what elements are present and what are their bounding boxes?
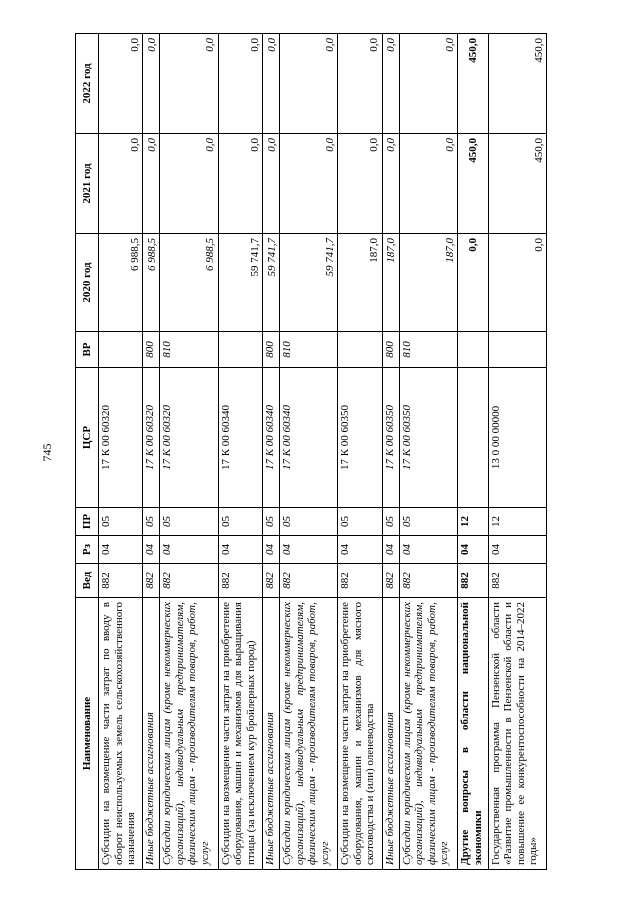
budget-table	[75, 33, 547, 870]
row-pr: 05	[382, 508, 399, 536]
header-csr: ЦСР	[76, 368, 99, 508]
row-rz: 04	[280, 536, 338, 564]
row-2020: 59 741,7	[263, 234, 280, 332]
row-vr: 810	[160, 332, 218, 368]
row-2021: 0,0	[160, 134, 218, 234]
page-number: 745	[40, 443, 54, 462]
row-rz: 04	[458, 536, 489, 564]
table-header-row	[76, 34, 99, 870]
row-pr: 05	[263, 508, 280, 536]
row-2020: 0,0	[488, 234, 546, 332]
table-row	[280, 34, 338, 870]
row-ved: 882	[99, 564, 143, 598]
row-2022: 0,0	[143, 34, 160, 134]
row-pr: 12	[458, 508, 489, 536]
row-ved: 882	[143, 564, 160, 598]
row-vr	[458, 332, 489, 368]
row-name: Субсидии на возмещение части затрат по вводу в оборот неиспользуемых земель сельскохозяйственного назначения	[99, 598, 143, 870]
row-name: Субсидии юридическим лицам (кроме некоммерческих организаций), индивидуальным предпринимателям, физическим лицам - производителям товаров, работ, услуг	[280, 598, 338, 870]
row-2022: 450,0	[458, 34, 489, 134]
row-csr: 17 К 00 60320	[99, 368, 143, 508]
row-csr	[458, 368, 489, 508]
table-row	[160, 34, 218, 870]
row-pr: 05	[160, 508, 218, 536]
row-rz: 04	[263, 536, 280, 564]
row-pr: 05	[399, 508, 457, 536]
header-name: Наименование	[76, 598, 99, 870]
row-csr: 17 К 00 60320	[143, 368, 160, 508]
table-row	[382, 34, 399, 870]
header-vr: ВР	[76, 332, 99, 368]
row-rz: 04	[143, 536, 160, 564]
row-name: Иные бюджетные ассигнования	[382, 598, 399, 870]
row-ved: 882	[488, 564, 546, 598]
table-row	[399, 34, 457, 870]
header-2022: 2022 год	[76, 34, 99, 134]
row-2021: 0,0	[263, 134, 280, 234]
row-vr: 800	[382, 332, 399, 368]
row-ved: 882	[218, 564, 262, 598]
header-pr: ПР	[76, 508, 99, 536]
row-pr: 12	[488, 508, 546, 536]
row-2022: 0,0	[160, 34, 218, 134]
row-vr	[218, 332, 262, 368]
row-name: Иные бюджетные ассигнования	[143, 598, 160, 870]
row-2022: 0,0	[280, 34, 338, 134]
table-row	[218, 34, 262, 870]
row-2021: 0,0	[143, 134, 160, 234]
row-ved: 882	[280, 564, 338, 598]
header-2020: 2020 год	[76, 234, 99, 332]
row-pr: 05	[143, 508, 160, 536]
row-csr: 17 К 00 60320	[160, 368, 218, 508]
row-2020: 187,0	[399, 234, 457, 332]
row-2022: 0,0	[263, 34, 280, 134]
row-2022: 0,0	[382, 34, 399, 134]
row-pr: 05	[280, 508, 338, 536]
row-ved: 882	[382, 564, 399, 598]
row-rz: 04	[218, 536, 262, 564]
row-2021: 0,0	[99, 134, 143, 234]
table-row	[99, 34, 143, 870]
row-name: Другие вопросы в области национальной экономики	[458, 598, 489, 870]
table-row	[263, 34, 280, 870]
row-rz: 04	[488, 536, 546, 564]
row-2021: 0,0	[382, 134, 399, 234]
row-vr: 810	[280, 332, 338, 368]
row-ved: 882	[399, 564, 457, 598]
row-2022: 0,0	[338, 34, 382, 134]
row-csr: 17 К 00 60350	[382, 368, 399, 508]
row-2022: 0,0	[99, 34, 143, 134]
header-ved: Вед	[76, 564, 99, 598]
row-2020: 187,0	[338, 234, 382, 332]
header-rz: Рз	[76, 536, 99, 564]
row-2022: 0,0	[218, 34, 262, 134]
row-csr: 13 0 00 00000	[488, 368, 546, 508]
row-vr: 810	[399, 332, 457, 368]
row-2022: 450,0	[488, 34, 546, 134]
table-row	[143, 34, 160, 870]
row-name: Иные бюджетные ассигнования	[263, 598, 280, 870]
row-2020: 6 988,5	[143, 234, 160, 332]
row-2020: 59 741,7	[218, 234, 262, 332]
row-vr: 800	[263, 332, 280, 368]
row-2021: 450,0	[488, 134, 546, 234]
row-vr	[99, 332, 143, 368]
row-vr: 800	[143, 332, 160, 368]
row-rz: 04	[382, 536, 399, 564]
row-2020: 6 988,5	[99, 234, 143, 332]
row-rz: 04	[160, 536, 218, 564]
row-2021: 450,0	[458, 134, 489, 234]
row-csr: 17 К 00 60350	[338, 368, 382, 508]
row-name: Государственная программа Пензенской области «Развитие промышленности в Пензенской области и повышение ее конкурентоспособности на 2014–2022 годы»	[488, 598, 546, 870]
row-vr	[338, 332, 382, 368]
row-2020: 0,0	[458, 234, 489, 332]
row-2020: 187,0	[382, 234, 399, 332]
row-ved: 882	[458, 564, 489, 598]
row-name: Субсидии юридическим лицам (кроме некоммерческих организаций), индивидуальным предпринимателям, физическим лицам - производителям товаров, работ, услуг	[399, 598, 457, 870]
row-2020: 6 988,5	[160, 234, 218, 332]
row-csr: 17 К 00 60340	[218, 368, 262, 508]
row-ved: 882	[263, 564, 280, 598]
row-2020: 59 741,7	[280, 234, 338, 332]
row-name: Субсидии на возмещение части затрат на приобретение оборудования, машин и механизмов для мясного скотоводства и (или) оленеводства	[338, 598, 382, 870]
row-name: Субсидии на возмещение части затрат на приобретение оборудования, машин и механизмов для выращивания птицы (за исключением кур бройлерных пород)	[218, 598, 262, 870]
budget-sheet	[75, 34, 547, 870]
row-2021: 0,0	[218, 134, 262, 234]
row-ved: 882	[338, 564, 382, 598]
row-csr: 17 К 00 60350	[399, 368, 457, 508]
row-csr: 17 К 00 60340	[280, 368, 338, 508]
row-2021: 0,0	[338, 134, 382, 234]
header-2021: 2021 год	[76, 134, 99, 234]
row-vr	[488, 332, 546, 368]
table-row	[458, 34, 489, 870]
row-pr: 05	[218, 508, 262, 536]
row-name: Субсидии юридическим лицам (кроме некоммерческих организаций), индивидуальным предпринимателям, физическим лицам - производителям товаров, работ, услуг	[160, 598, 218, 870]
row-csr: 17 К 00 60340	[263, 368, 280, 508]
table-row	[338, 34, 382, 870]
row-rz: 04	[99, 536, 143, 564]
row-pr: 05	[338, 508, 382, 536]
row-pr: 05	[99, 508, 143, 536]
table-row	[488, 34, 546, 870]
row-2021: 0,0	[399, 134, 457, 234]
row-2021: 0,0	[280, 134, 338, 234]
row-rz: 04	[338, 536, 382, 564]
row-2022: 0,0	[399, 34, 457, 134]
row-ved: 882	[160, 564, 218, 598]
row-rz: 04	[399, 536, 457, 564]
